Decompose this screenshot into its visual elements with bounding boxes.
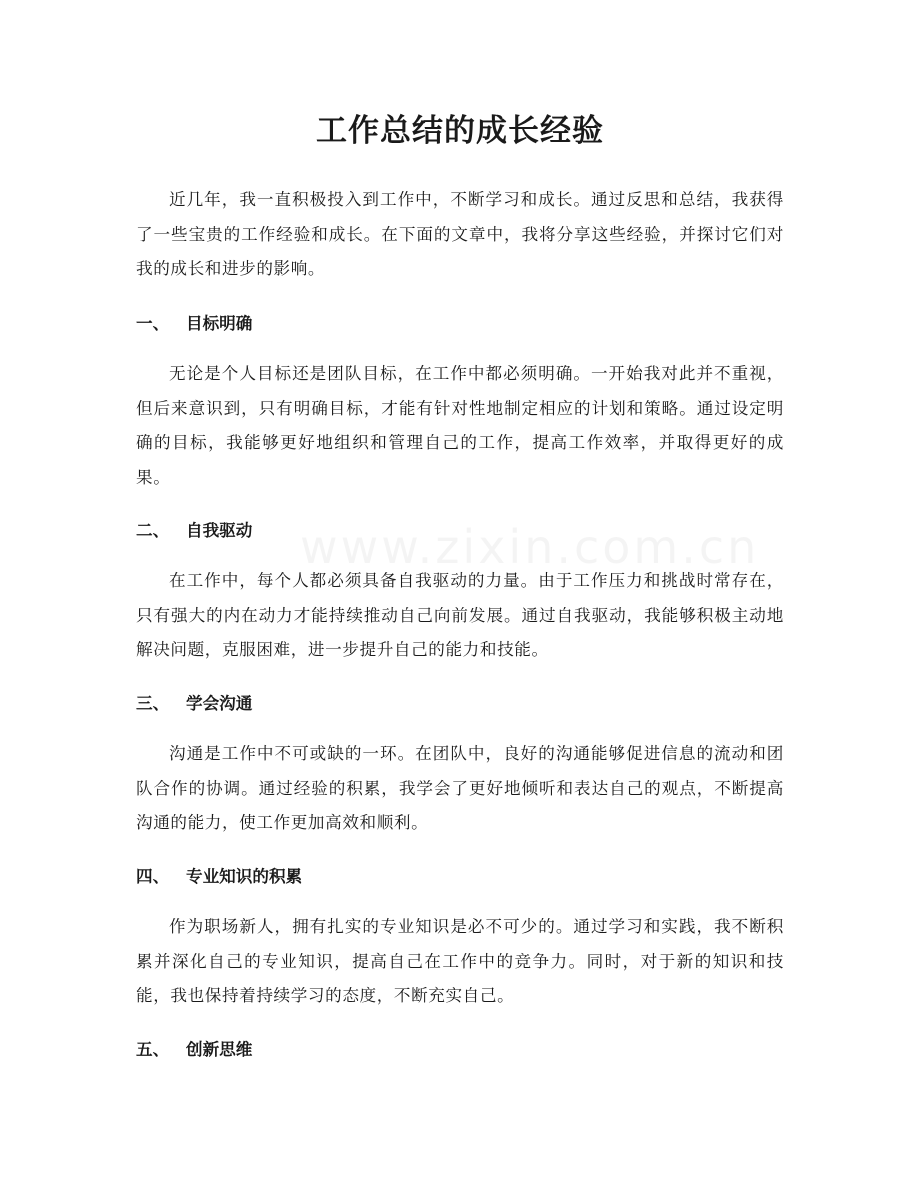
section-heading-4 xyxy=(136,860,784,894)
section-number: 四、 xyxy=(136,867,170,886)
section-heading-5 xyxy=(136,1033,784,1067)
section-heading-3 xyxy=(136,687,784,721)
section-title: 自我驱动 xyxy=(186,521,253,540)
intro-paragraph: 近几年，我一直积极投入到工作中，不断学习和成长。通过反思和总结，我获得了一些宝贵的工作经验和成长。在下面的文章中，我将分享这些经验，并探讨它们对我的成长和进步的影响。 xyxy=(136,190,784,278)
section-title: 专业知识的积累 xyxy=(186,867,303,886)
section-title: 创新思维 xyxy=(186,1040,253,1059)
section-number: 三、 xyxy=(136,694,170,713)
section-body-4: 作为职场新人，拥有扎实的专业知识是必不可少的。通过学习和实践，我不断积累并深化自己的专业知识，提高自己在工作中的竞争力。同时，对于新的知识和技能，我也保持着持续学习的态度，不断充实自己。 xyxy=(136,917,784,1005)
section-body-3: 沟通是工作中不可或缺的一环。在团队中，良好的沟通能够促进信息的流动和团队合作的协调。通过经验的积累，我学会了更好地倾听和表达自己的观点，不断提高沟通的能力，使工作更加高效和顺利。 xyxy=(136,744,784,832)
section-body-2: 在工作中，每个人都必须具备自我驱动的力量。由于工作压力和挑战时常存在，只有强大的内在动力才能持续推动自己向前发展。通过自我驱动，我能够积极主动地解决问题，克服困难，进一步提升自己的能力和技能。 xyxy=(136,571,784,659)
section-number: 五、 xyxy=(136,1040,170,1059)
section-number: 二、 xyxy=(136,521,170,540)
section-title: 学会沟通 xyxy=(186,694,253,713)
document-title: 工作总结的成长经验 xyxy=(316,113,604,149)
section-heading-2 xyxy=(136,514,784,548)
section-number: 一、 xyxy=(136,314,170,333)
section-heading-1 xyxy=(136,307,784,341)
section-title: 目标明确 xyxy=(186,314,253,333)
section-body-1: 无论是个人目标还是团队目标，在工作中都必须明确。一开始我对此并不重视，但后来意识到，只有明确目标，才能有针对性地制定相应的计划和策略。通过设定明确的目标，我能够更好地组织和管理自己的工作，提高工作效率，并取得更好的成果。 xyxy=(136,364,784,487)
